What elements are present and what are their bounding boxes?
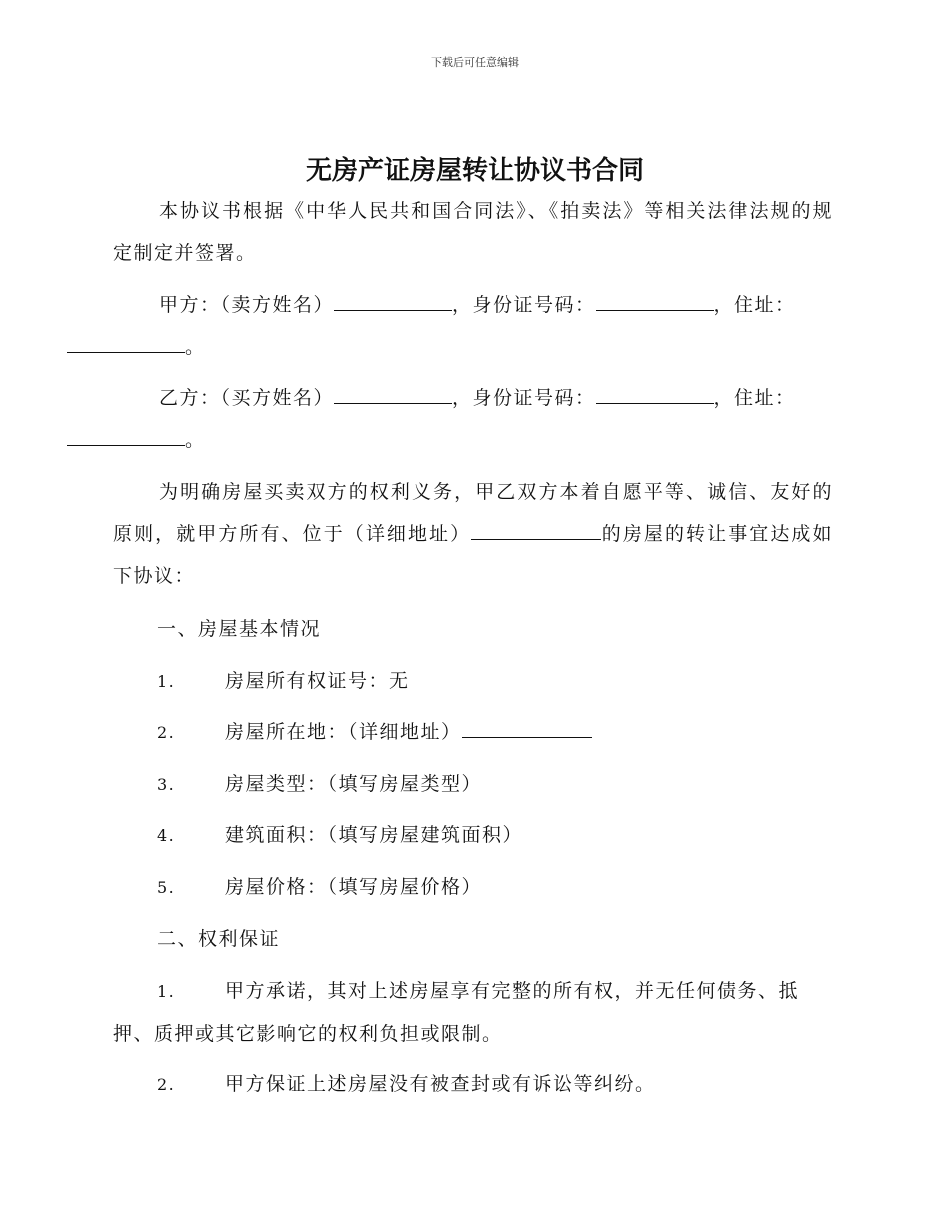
party-a-paragraph [113, 284, 833, 368]
party-a-name-blank[interactable] [334, 288, 452, 311]
section-2-heading: 二、权利保证 [157, 928, 281, 950]
item-number: 2. [157, 1075, 176, 1094]
item-number: 2. [157, 723, 176, 742]
item-number: 4. [157, 826, 176, 845]
section-1-item [157, 763, 482, 806]
section-1-item [157, 660, 410, 703]
purpose-part2: 的房屋的转让事宜达成如下协议： [113, 523, 833, 587]
item-number: 1. [157, 672, 176, 691]
section-1-item [157, 814, 523, 857]
party-b-paragraph [113, 377, 833, 461]
intro-paragraph: 本协议书根据《中华人民共和国合同法》、《拍卖法》等相关法律法规的规定制定并签署。 [113, 200, 833, 264]
item-text: 房屋价格：（填写房屋价格） [225, 876, 483, 898]
item-number: 5. [157, 878, 176, 897]
party-a-prefix: 甲方：（卖方姓名） [159, 294, 335, 316]
party-a-id-blank[interactable] [596, 288, 714, 311]
party-a-addr-label: ，住址： [713, 294, 796, 316]
item-text: 房屋所在地：（详细地址） [225, 721, 462, 743]
document-title: 无房产证房屋转让协议书合同 [305, 156, 644, 186]
item-text: 甲方承诺，其对上述房屋享有完整的所有权，并无任何债务、抵押、质押或其它影响它的权利负担或限制。 [113, 980, 800, 1045]
party-a-id-label: ，身份证号码： [452, 294, 596, 316]
item-number: 3. [157, 775, 176, 794]
party-b-end: 。 [185, 429, 206, 451]
item-text: 房屋类型：（填写房屋类型） [225, 773, 483, 795]
party-b-id-blank[interactable] [596, 381, 714, 404]
section-1-item [157, 866, 482, 909]
house-address-blank[interactable] [471, 517, 601, 540]
item-text: 房屋所有权证号：无 [225, 670, 410, 692]
section-1-heading: 一、房屋基本情况 [157, 618, 322, 640]
location-address-blank[interactable] [462, 715, 592, 738]
party-b-addr-blank[interactable] [67, 423, 185, 446]
party-b-id-label: ，身份证号码： [452, 387, 596, 409]
party-a-addr-blank[interactable] [67, 330, 185, 353]
item-number: 1. [157, 982, 176, 1001]
item-text: 甲方保证上述房屋没有被查封或有诉讼等纠纷。 [225, 1073, 656, 1095]
party-a-end: 。 [185, 336, 206, 358]
party-b-addr-label: ，住址： [713, 387, 796, 409]
party-b-prefix: 乙方：（买方姓名） [159, 387, 335, 409]
party-b-name-blank[interactable] [334, 381, 452, 404]
section-1-item [157, 711, 592, 754]
purpose-paragraph [113, 471, 833, 597]
purpose-part1: 为明确房屋买卖双方的权利义务，甲乙双方本着自愿平等、诚信、友好的原则，就甲方所有、位于（详细地址） [113, 481, 833, 545]
section-2-item [113, 970, 833, 1055]
section-2-item [113, 1063, 833, 1106]
item-text: 建筑面积：（填写房屋建筑面积） [225, 824, 524, 846]
header-note: 下载后可任意编辑 [431, 56, 519, 69]
